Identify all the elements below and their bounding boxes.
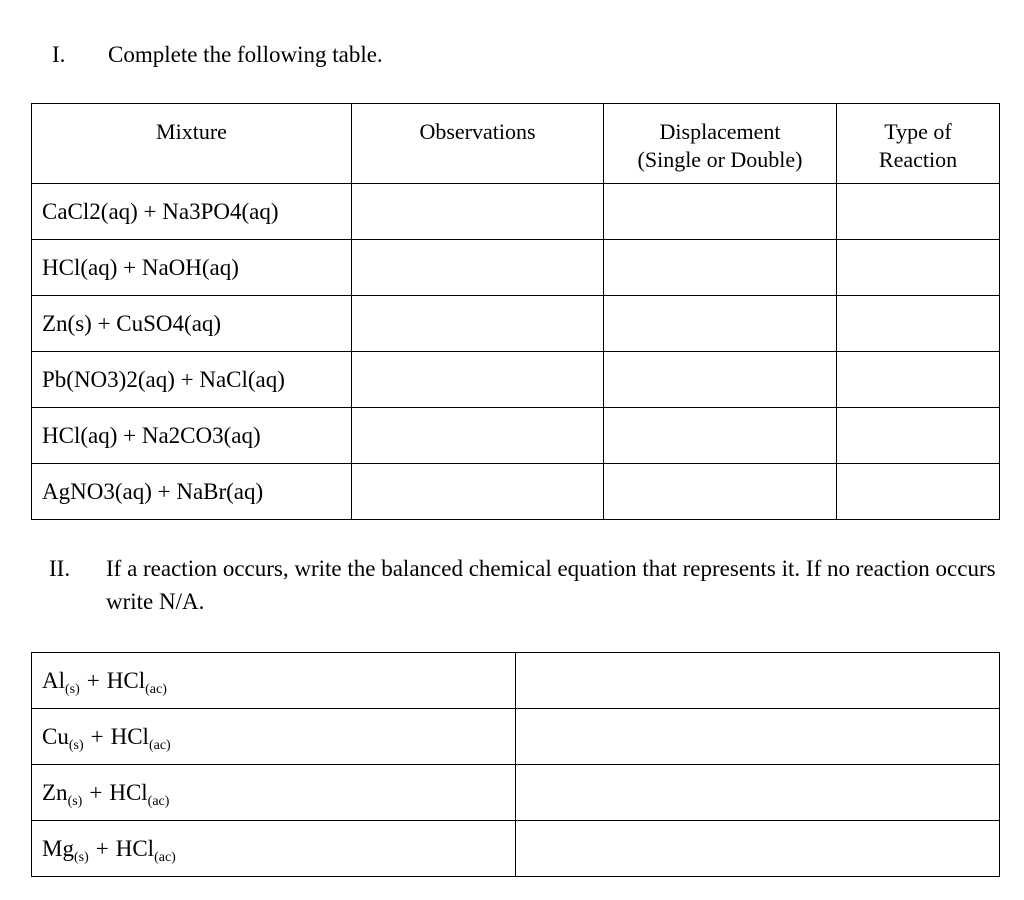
type-cell[interactable] (837, 240, 1000, 296)
equations-table (31, 652, 1000, 877)
type-cell[interactable] (837, 408, 1000, 464)
type-cell[interactable] (837, 352, 1000, 408)
displacement-cell[interactable] (604, 408, 837, 464)
header-type-line2: Reaction (878, 147, 958, 172)
acid-state: (ac) (147, 793, 170, 809)
metal-formula: Al (42, 667, 65, 693)
table-row (32, 296, 1000, 352)
mixture-cell: Pb(NO3)2(aq) + NaCl(aq) (32, 352, 352, 408)
table-row (32, 184, 1000, 240)
header-type (837, 104, 1000, 184)
header-observations-label: Observations (419, 119, 536, 144)
table-row (32, 765, 1000, 821)
type-cell[interactable] (837, 184, 1000, 240)
part-1-instruction: Complete the following table. (108, 42, 383, 67)
reactants-cell (32, 821, 516, 877)
header-displacement-line1: Displacement (659, 119, 781, 144)
displacement-cell[interactable] (604, 184, 837, 240)
table-row (32, 408, 1000, 464)
acid-formula: HCl (106, 667, 146, 693)
part-2-numeral: II. (49, 556, 71, 581)
acid-formula: HCl (115, 835, 155, 861)
part-2-instruction: If a reaction occurs, write the balanced chemical equation that represents it. If no reaction occurs write N/A. (106, 556, 996, 614)
part-1-heading (52, 38, 383, 71)
part-1-numeral: I. (52, 42, 66, 67)
acid-formula: HCl (110, 723, 149, 749)
displacement-cell[interactable] (604, 464, 837, 520)
observations-cell[interactable] (352, 184, 604, 240)
equation-answer-cell[interactable] (516, 709, 1000, 765)
acid-state: (ac) (145, 681, 167, 697)
table-row (32, 352, 1000, 408)
metal-formula: Mg (42, 835, 74, 861)
type-cell[interactable] (837, 464, 1000, 520)
header-mixture-label: Mixture (156, 119, 227, 144)
table-row (32, 821, 1000, 877)
observations-cell[interactable] (352, 408, 604, 464)
plus-sign: + (90, 723, 104, 749)
header-displacement-line2: (Single or Double) (637, 147, 803, 172)
equation-answer-cell[interactable] (516, 821, 1000, 877)
observations-cell[interactable] (352, 296, 604, 352)
metal-state: (s) (65, 681, 80, 697)
table-row (32, 240, 1000, 296)
mixture-cell: HCl(aq) + Na2CO3(aq) (32, 408, 352, 464)
mixture-cell: CaCl2(aq) + Na3PO4(aq) (32, 184, 352, 240)
table-row (32, 653, 1000, 709)
plus-sign: + (86, 667, 100, 693)
observations-cell[interactable] (352, 464, 604, 520)
mixture-cell: Zn(s) + CuSO4(aq) (32, 296, 352, 352)
reactants-cell (32, 765, 516, 821)
metal-state: (s) (67, 793, 83, 809)
header-mixture (32, 104, 352, 184)
table-row (32, 464, 1000, 520)
equation-answer-cell[interactable] (516, 653, 1000, 709)
observations-cell[interactable] (352, 352, 604, 408)
displacement-cell[interactable] (604, 240, 837, 296)
header-displacement (604, 104, 837, 184)
plus-sign: + (89, 779, 103, 805)
reactions-table (31, 103, 1000, 520)
mixture-cell: AgNO3(aq) + NaBr(aq) (32, 464, 352, 520)
acid-state: (ac) (148, 737, 171, 753)
equation-answer-cell[interactable] (516, 765, 1000, 821)
header-type-line1: Type of (884, 119, 952, 144)
metal-formula: Cu (42, 723, 69, 749)
plus-sign: + (95, 835, 109, 861)
reactants-cell (32, 653, 516, 709)
metal-state: (s) (68, 737, 84, 753)
table-row (32, 709, 1000, 765)
type-cell[interactable] (837, 296, 1000, 352)
acid-formula: HCl (109, 779, 148, 805)
acid-state: (ac) (154, 849, 176, 865)
header-observations (352, 104, 604, 184)
part-2-heading (49, 552, 1009, 618)
observations-cell[interactable] (352, 240, 604, 296)
displacement-cell[interactable] (604, 296, 837, 352)
mixture-cell: HCl(aq) + NaOH(aq) (32, 240, 352, 296)
reactants-cell (32, 709, 516, 765)
metal-state: (s) (73, 849, 89, 865)
metal-formula: Zn (42, 779, 68, 805)
displacement-cell[interactable] (604, 352, 837, 408)
table-header-row (32, 104, 1000, 184)
